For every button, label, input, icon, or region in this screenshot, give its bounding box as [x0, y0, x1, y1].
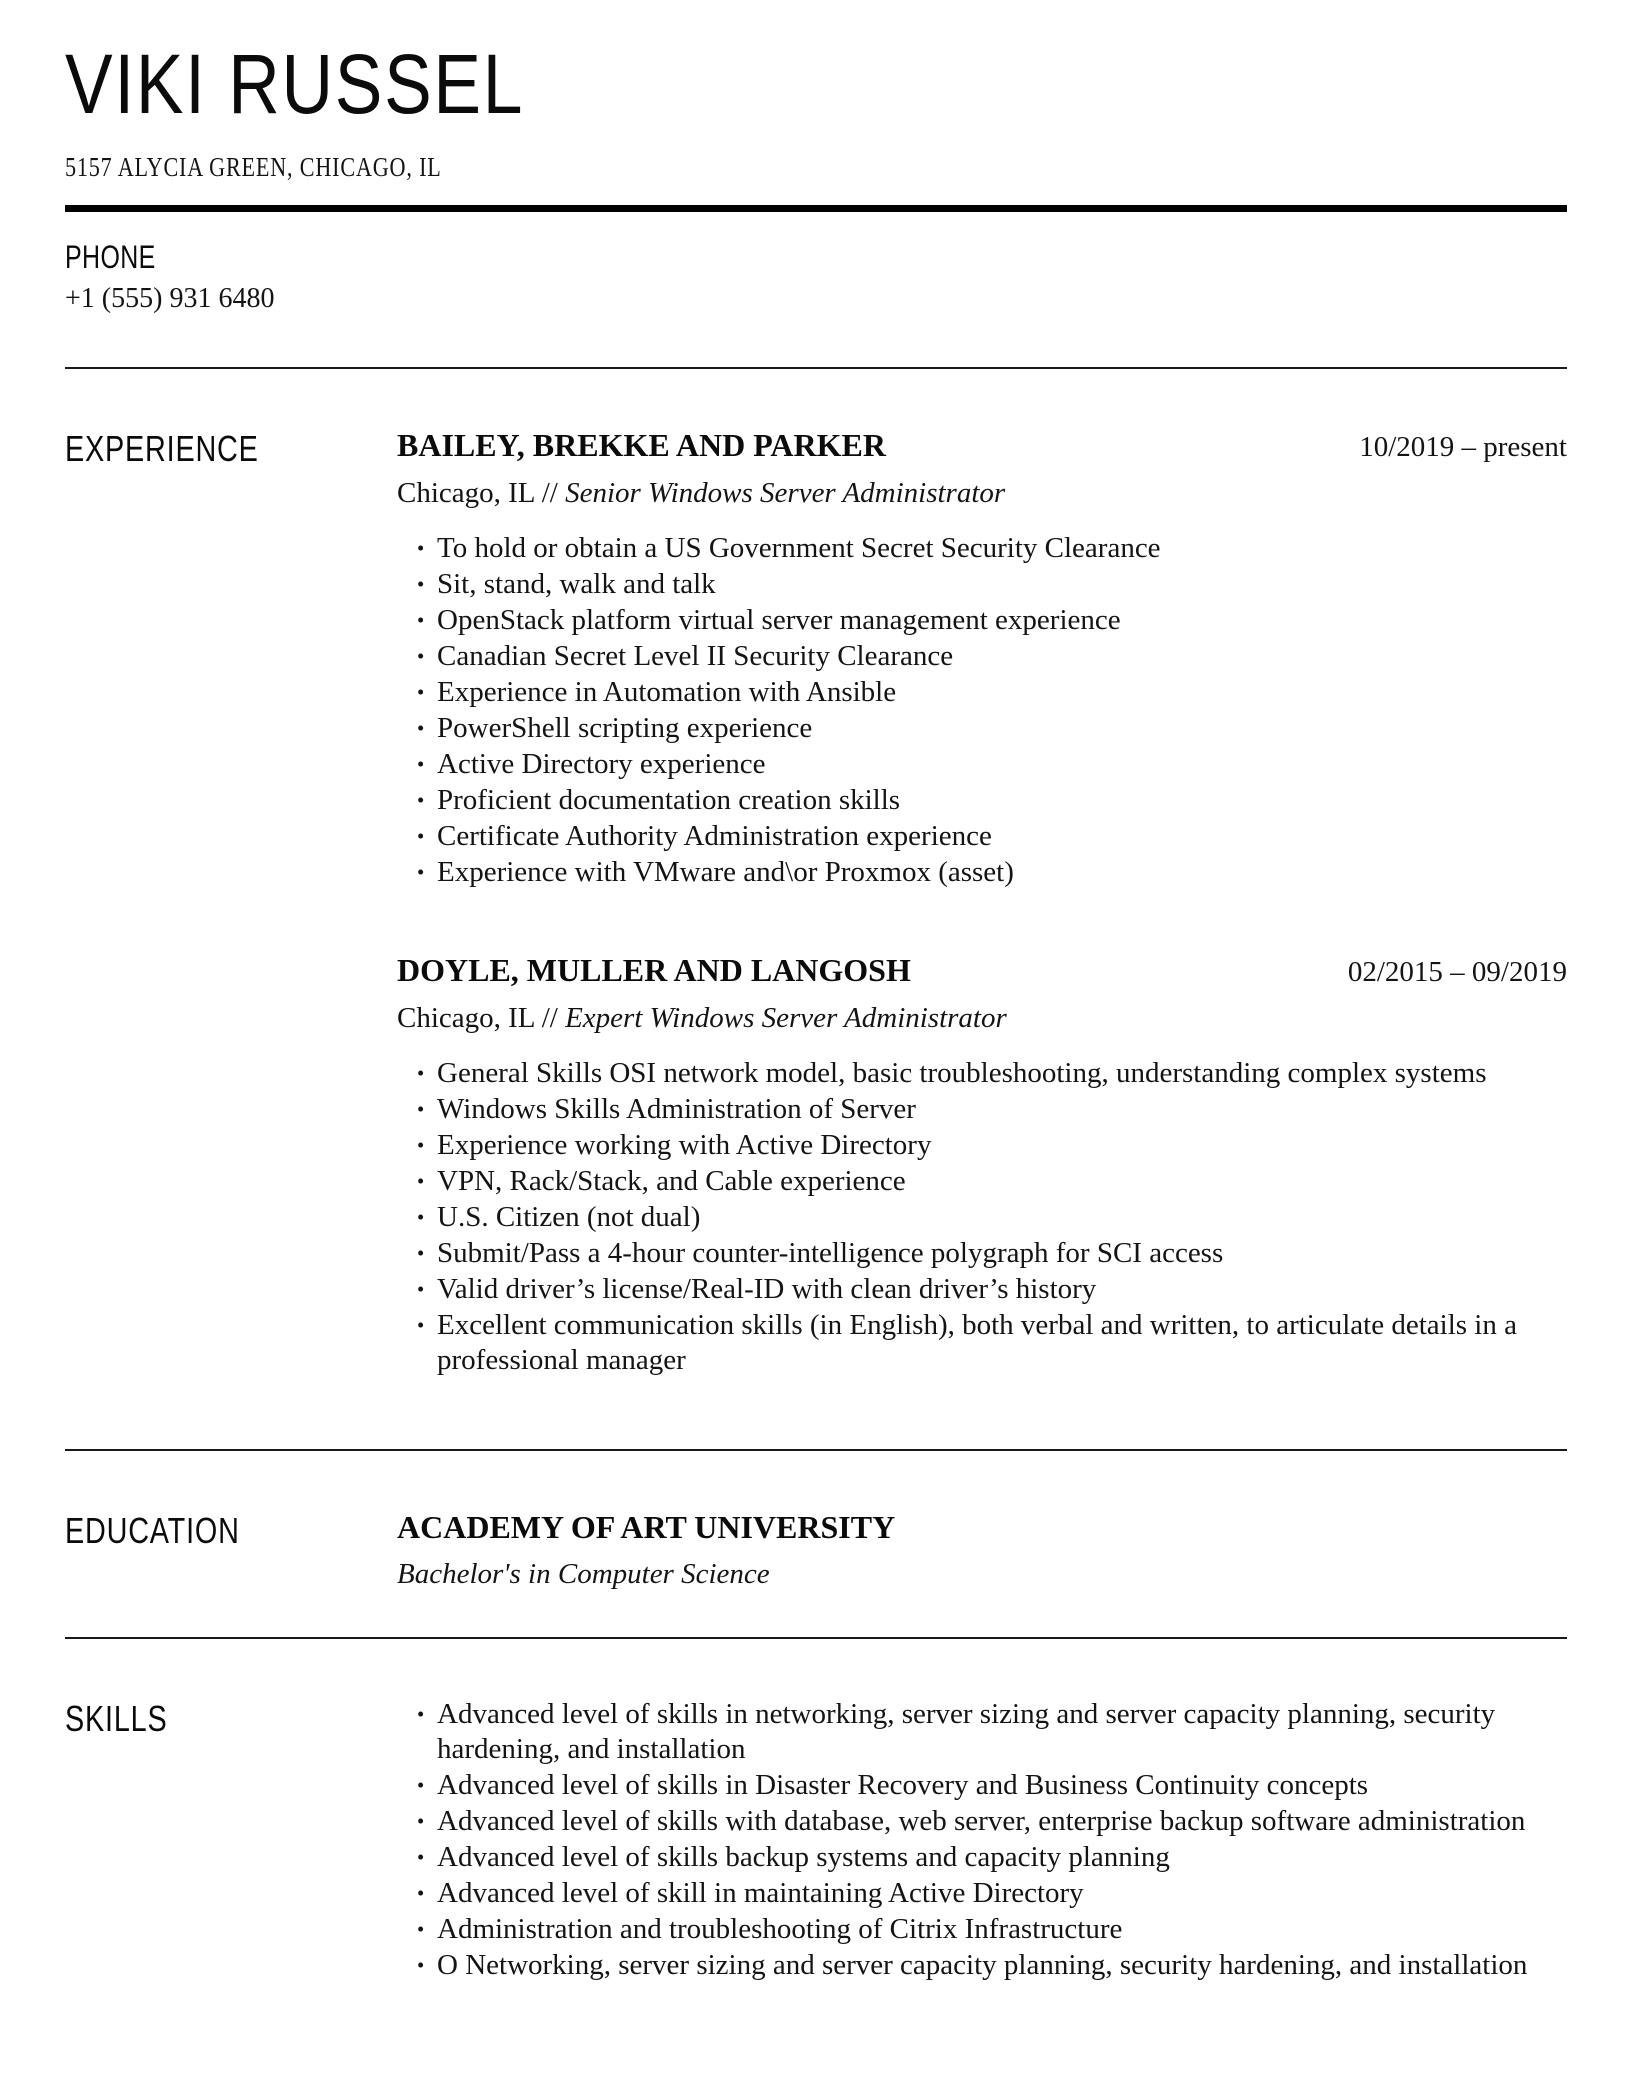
job-entry — [397, 427, 1567, 890]
job-location: Chicago, IL — [397, 477, 535, 510]
bullet-item: • Windows Skills Administration of Server — [397, 1092, 1567, 1127]
bullet-item: • Proficient documentation creation skills — [397, 783, 1567, 818]
bullet-item: • Valid driver’s license/Real-ID with clean driver’s history — [397, 1272, 1567, 1307]
experience-label: EXPERIENCE — [65, 428, 259, 470]
job-bullet-list — [397, 1056, 1567, 1378]
experience-content — [397, 427, 1567, 1379]
resume-header — [65, 37, 1567, 183]
education-label: EDUCATION — [65, 1509, 240, 1551]
skills-section — [65, 1639, 1567, 2054]
bullet-item: • Experience working with Active Directory — [397, 1128, 1567, 1163]
job-location: Chicago, IL — [397, 1001, 535, 1034]
job-entry — [397, 952, 1567, 1378]
job-dates: 10/2019 – present — [1359, 431, 1567, 464]
bullet-item: • Canadian Secret Level II Security Clearance — [397, 639, 1567, 674]
bullet-item: • OpenStack platform virtual server management experience — [397, 603, 1567, 638]
skills-label: SKILLS — [65, 1697, 168, 1739]
phone-label: PHONE — [65, 239, 156, 275]
contact-section — [65, 212, 1567, 367]
job-role-line — [397, 1001, 1567, 1036]
job-dates: 02/2015 – 09/2019 — [1347, 955, 1567, 988]
bullet-item: • Advanced level of skills with database, web server, enterprise backup software administration — [397, 1804, 1567, 1839]
bullet-item: • Advanced level of skills backup systems and capacity planning — [397, 1840, 1567, 1875]
bullet-item: • General Skills OSI network model, basic troubleshooting, understanding complex systems — [397, 1056, 1567, 1091]
role-separator: // — [541, 1001, 558, 1034]
skills-bullet-list — [397, 1697, 1567, 1983]
bullet-item: • Submit/Pass a 4-hour counter-intelligence polygraph for SCI access — [397, 1236, 1567, 1271]
job-title: Senior Windows Server Administrator — [565, 477, 1006, 510]
person-name: VIKI RUSSEL — [65, 37, 525, 131]
job-header — [397, 427, 1567, 464]
job-role-line — [397, 476, 1567, 511]
job-bullet-list — [397, 531, 1567, 890]
bullet-item: • Active Directory experience — [397, 747, 1567, 782]
bullet-item: • Sit, stand, walk and talk — [397, 567, 1567, 602]
bullet-item: • O Networking, server sizing and server capacity planning, security hardening, and installation — [397, 1948, 1567, 1983]
bullet-item: • Certificate Authority Administration experience — [397, 819, 1567, 854]
bullet-item: • U.S. Citizen (not dual) — [397, 1200, 1567, 1235]
bullet-item: • Advanced level of skills in Disaster Recovery and Business Continuity concepts — [397, 1768, 1567, 1803]
bullet-item: • Experience in Automation with Ansible — [397, 675, 1567, 710]
bullet-item: • To hold or obtain a US Government Secret Security Clearance — [397, 531, 1567, 566]
company-name: DOYLE, MULLER AND LANGOSH — [397, 951, 911, 988]
degree-name: Bachelor's in Computer Science — [397, 1557, 770, 1590]
education-content — [397, 1509, 1567, 1591]
education-section — [65, 1451, 1567, 1637]
bullet-item: • Advanced level of skill in maintaining Active Directory — [397, 1876, 1567, 1911]
job-header — [397, 952, 1567, 989]
bullet-item: • Excellent communication skills (in English), both verbal and written, to articulate details in a professional manager — [397, 1308, 1567, 1378]
bullet-item: • Advanced level of skills in networking, server sizing and server capacity planning, security hardening, and installation — [397, 1697, 1567, 1767]
bullet-item: • PowerShell scripting experience — [397, 711, 1567, 746]
bullet-item: • VPN, Rack/Stack, and Cable experience — [397, 1164, 1567, 1199]
person-address: 5157 ALYCIA GREEN, CHICAGO, IL — [65, 152, 442, 182]
job-title: Expert Windows Server Administrator — [565, 1001, 1007, 1034]
skills-content — [397, 1697, 1567, 1984]
experience-section — [65, 369, 1567, 1449]
phone-value: +1 (555) 931 6480 — [65, 283, 275, 315]
header-divider — [65, 205, 1567, 212]
school-name: ACADEMY OF ART UNIVERSITY — [397, 1508, 896, 1545]
bullet-item: • Administration and troubleshooting of Citrix Infrastructure — [397, 1912, 1567, 1947]
role-separator: // — [541, 477, 558, 510]
bullet-item: • Experience with VMware and\or Proxmox (asset) — [397, 855, 1567, 890]
company-name: BAILEY, BREKKE AND PARKER — [397, 427, 886, 464]
